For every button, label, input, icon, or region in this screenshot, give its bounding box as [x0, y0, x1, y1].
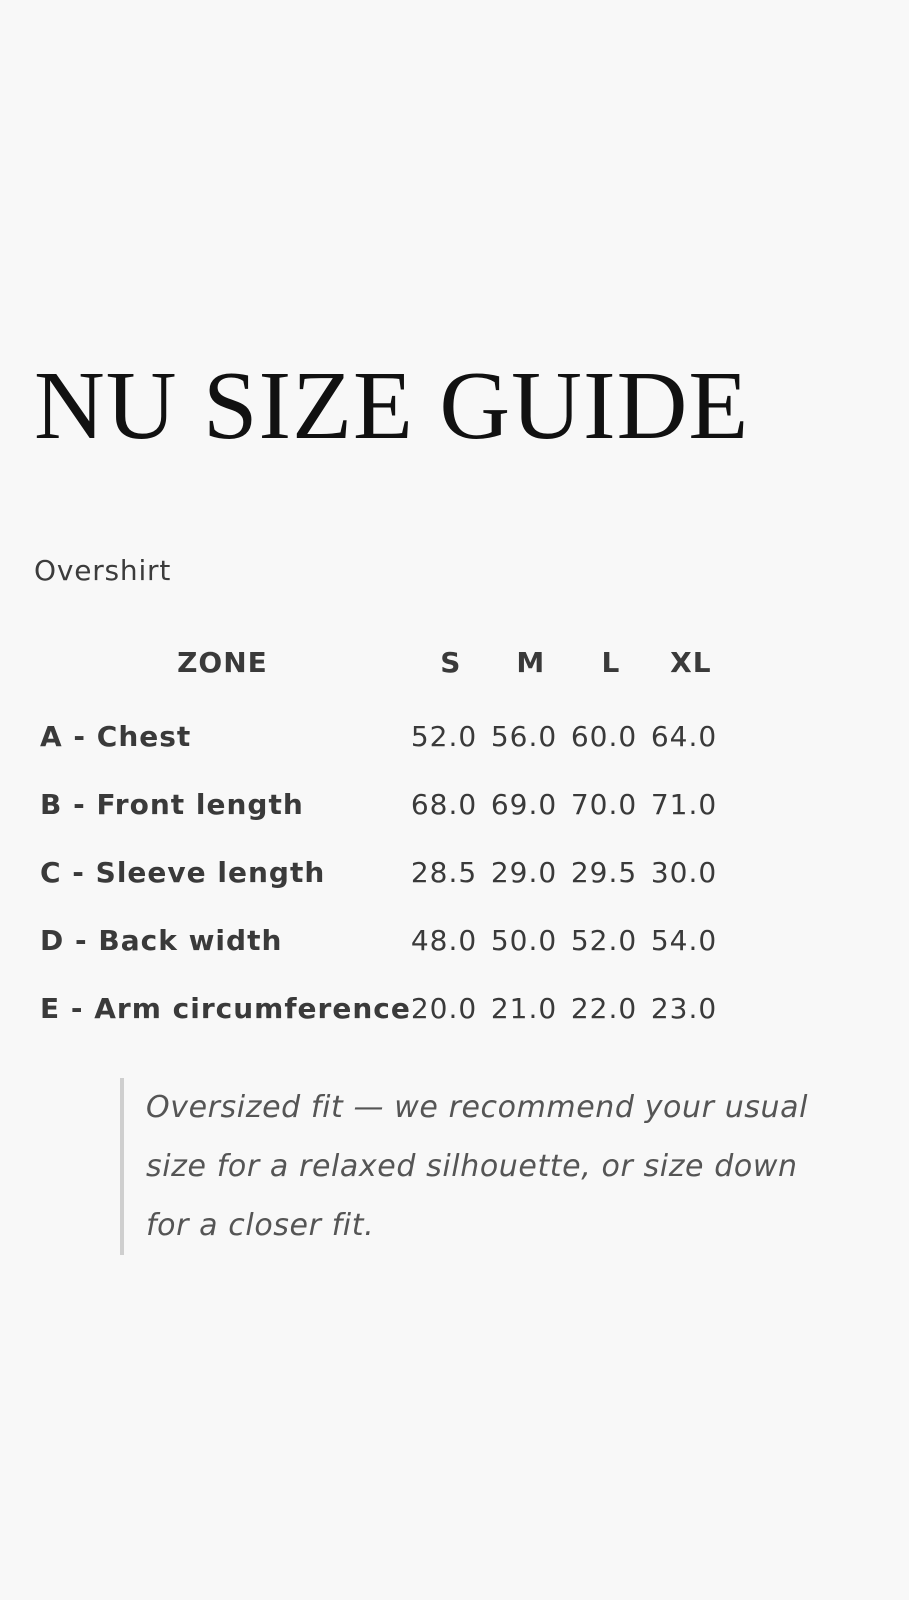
- size-table-header: [34, 642, 731, 702]
- measurement-value: 70.0: [570, 787, 638, 821]
- measurement-value: 64.0: [650, 719, 718, 753]
- measurement-value: 71.0: [650, 787, 718, 821]
- measurement-value: 50.0: [490, 923, 558, 957]
- measurement-value: 23.0: [650, 991, 718, 1025]
- measurement-value: 60.0: [570, 719, 638, 753]
- size-guide-table: [34, 642, 731, 1042]
- table-row: [34, 838, 731, 906]
- size-column-header-s: S: [440, 646, 462, 679]
- measurement-value: 69.0: [490, 787, 558, 821]
- table-row: [34, 702, 731, 770]
- measurement-value: 52.0: [570, 923, 638, 957]
- zone-label: A - Chest: [40, 719, 192, 753]
- size-column-header-m: M: [516, 646, 546, 679]
- table-row: [34, 974, 731, 1042]
- measurement-value: 20.0: [410, 991, 478, 1025]
- measurement-value: 29.5: [570, 855, 638, 889]
- zone-label: C - Sleeve length: [40, 855, 326, 889]
- measurement-value: 54.0: [650, 923, 718, 957]
- measurement-value: 30.0: [650, 855, 718, 889]
- measurement-value: 22.0: [570, 991, 638, 1025]
- measurement-value: 21.0: [490, 991, 558, 1025]
- measurement-value: 68.0: [410, 787, 478, 821]
- zone-label: E - Arm circumference: [40, 991, 411, 1025]
- zone-label: D - Back width: [40, 923, 283, 957]
- zone-label: B - Front length: [40, 787, 304, 821]
- page-title: NU SIZE GUIDE: [34, 352, 750, 460]
- table-row: [34, 906, 731, 974]
- fit-recommendation-note: Oversized fit — we recommend your usual size for a relaxed silhouette, or size down for a closer fit.: [120, 1078, 826, 1255]
- measurement-value: 56.0: [490, 719, 558, 753]
- table-row: [34, 770, 731, 838]
- header-row: [34, 642, 731, 702]
- size-column-header-l: L: [601, 646, 621, 679]
- measurement-value: 28.5: [410, 855, 478, 889]
- product-name: Overshirt: [34, 554, 172, 587]
- measurement-value: 29.0: [490, 855, 558, 889]
- measurement-value: 52.0: [410, 719, 478, 753]
- measurement-value: 48.0: [410, 923, 478, 957]
- zone-column-header: ZONE: [177, 646, 268, 679]
- size-table-body: [34, 702, 731, 1042]
- size-column-header-xl: XL: [670, 646, 712, 679]
